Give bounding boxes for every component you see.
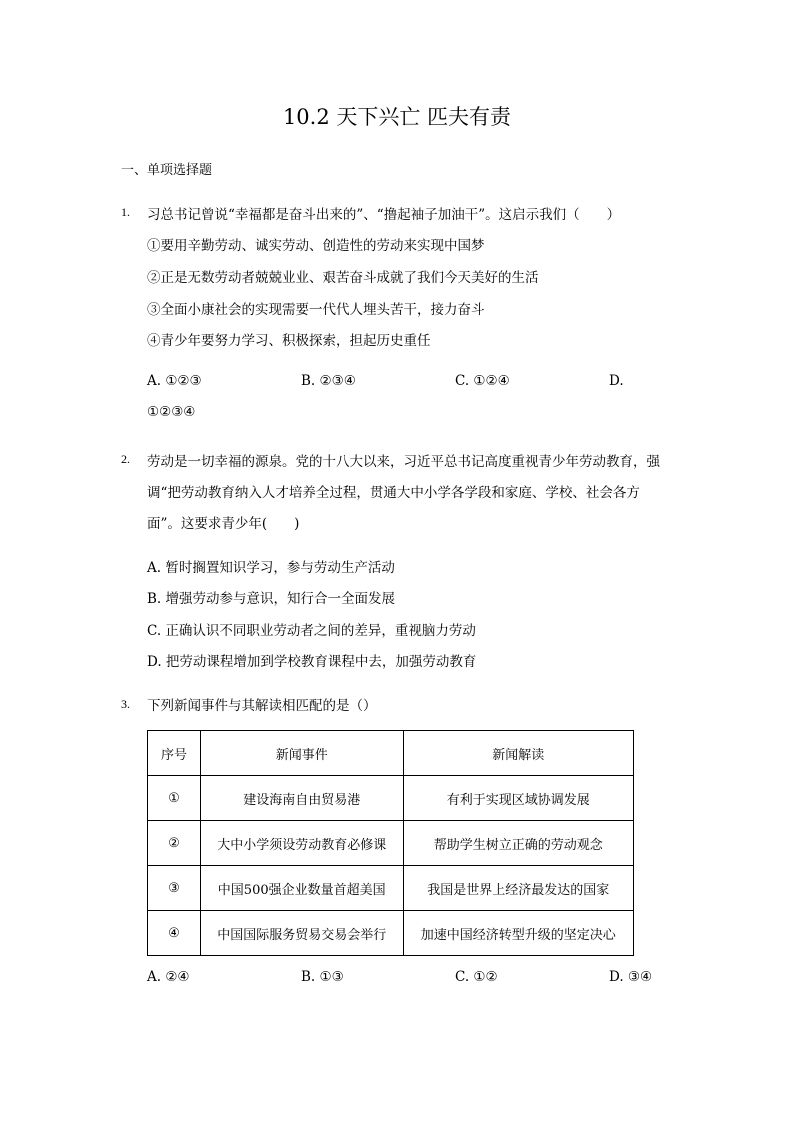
- table-cell: 建设海南自由贸易港: [200, 776, 403, 821]
- question-2-option-b[interactable]: B. 增强劳动参与意识，知行合一全面发展: [147, 591, 396, 607]
- table-row: [148, 776, 634, 821]
- question-1-item: ③全面小康社会的实现需要一代代人埋头苦干，接力奋斗: [147, 302, 485, 318]
- table-cell: ④: [148, 911, 201, 956]
- table-cell: 中国国际服务贸易交易会举行: [200, 911, 403, 956]
- question-2-stem-line: 调“把劳动教育纳入人才培养全过程，贯通大中小学各学段和家庭、学校、社会各方: [147, 485, 640, 501]
- table-cell: 大中小学须设劳动教育必修课: [200, 821, 403, 866]
- question-2-option-d[interactable]: D. 把劳动课程增加到学校教育课程中去，加强劳动教育: [147, 654, 477, 670]
- table-cell: 中国500强企业数量首超美国: [200, 866, 403, 911]
- question-2-option-a[interactable]: A. 暂时搁置知识学习，参与劳动生产活动: [147, 560, 395, 576]
- question-3-number: 3.: [121, 697, 130, 711]
- question-2-number: 2.: [121, 452, 130, 466]
- question-3-stem: 下列新闻事件与其解读相匹配的是（）: [147, 698, 377, 714]
- table-header-cell: 新闻解读: [403, 731, 634, 776]
- table-cell: ③: [148, 866, 201, 911]
- question-1-option-c[interactable]: C. ①②④: [455, 373, 510, 389]
- table-cell: 加速中国经济转型升级的坚定决心: [403, 911, 634, 956]
- table-row: [148, 911, 634, 956]
- question-3-option-d[interactable]: D. ③④: [609, 969, 653, 985]
- question-1-item: ④青少年要努力学习、积极探索，担起历史重任: [147, 333, 431, 349]
- page-title: 10.2 天下兴亡 匹夫有责: [282, 105, 512, 129]
- table-cell: 有利于实现区域协调发展: [403, 776, 634, 821]
- question-2-stem-line: 劳动是一切幸福的源泉。党的十八大以来，习近平总书记高度重视青少年劳动教育，强: [147, 454, 660, 470]
- question-1-item: ①要用辛勤劳动、诚实劳动、创造性的劳动来实现中国梦: [147, 238, 485, 254]
- question-2-stem-line: 面”。这要求青少年( ): [147, 516, 300, 532]
- question-1-number: 1.: [121, 205, 130, 219]
- question-1-stem: 习总书记曾说“幸福都是奋斗出来的”、“撸起袖子加油干”。这启示我们（ ）: [147, 207, 621, 223]
- table-cell: 帮助学生树立正确的劳动观念: [403, 821, 634, 866]
- section-heading: 一、单项选择题: [121, 163, 213, 178]
- news-table: [147, 730, 634, 956]
- question-1-option-b[interactable]: B. ②③④: [301, 373, 356, 389]
- question-2-option-c[interactable]: C. 正确认识不同职业劳动者之间的差异，重视脑力劳动: [147, 623, 476, 639]
- table-row: [148, 821, 634, 866]
- table-cell: ②: [148, 821, 201, 866]
- question-3-option-a[interactable]: A. ②④: [147, 969, 190, 985]
- table-cell: ①: [148, 776, 201, 821]
- question-1-item: ②正是无数劳动者兢兢业业、艰苦奋斗成就了我们今天美好的生活: [147, 270, 539, 286]
- table-cell: 我国是世界上经济最发达的国家: [403, 866, 634, 911]
- question-1-option-a[interactable]: A. ①②③: [147, 373, 202, 389]
- table-row: [148, 866, 634, 911]
- question-1-option-d-text[interactable]: ①②③④: [147, 404, 196, 420]
- question-3-option-b[interactable]: B. ①③: [301, 969, 344, 985]
- table-header-cell: 序号: [148, 731, 201, 776]
- table-header-cell: 新闻事件: [200, 731, 403, 776]
- table-header-row: [148, 731, 634, 776]
- question-3-option-c[interactable]: C. ①②: [455, 969, 498, 985]
- question-1-option-d[interactable]: D.: [609, 373, 624, 389]
